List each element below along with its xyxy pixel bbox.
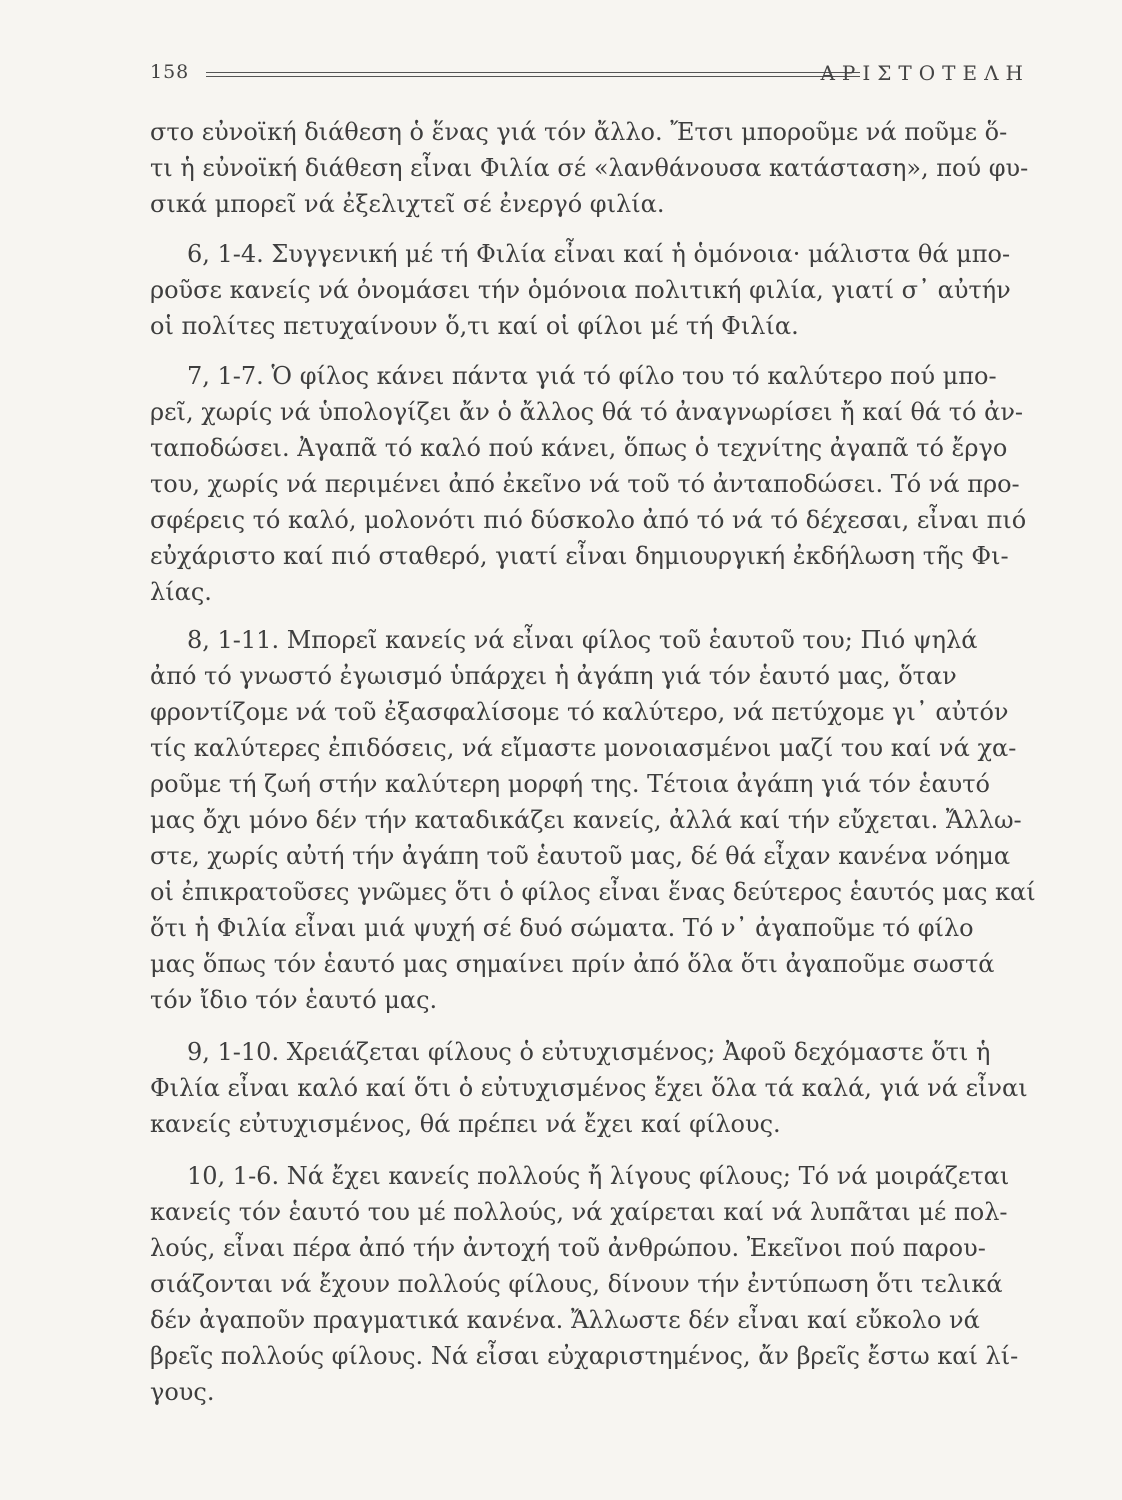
paragraph-line: ἀπό τό γνωστό ἐγωισμό ὑπάρχει ἡ ἀγάπη γιά τόν ἑαυτό μας, ὅταν: [150, 662, 957, 690]
paragraph-2: [150, 236, 1028, 344]
paragraph-line: κανείς εὐτυχισμένος, θά πρέπει νά ἔχει καί φίλους.: [150, 1110, 781, 1138]
paragraph-line: ροῦσε κανείς νά ὀνομάσει τήν ὁμόνοια πολιτική φιλία, γιατί σ᾽ αὐτήν: [150, 276, 1011, 304]
paragraph-3: [150, 358, 1028, 610]
paragraph-line: σιάζονται νά ἔχουν πολλούς φίλους, δίνουν τήν ἐντύπωση ὅτι τελικά: [150, 1270, 1003, 1298]
paragraph-line: εὐχάριστο καί πιό σταθερό, γιατί εἶναι δημιουργική ἐκδήλωση τῆς Φι-: [150, 542, 1009, 570]
paragraph-5: [150, 1034, 1028, 1142]
page-number: 158: [150, 61, 190, 83]
paragraph-line: σφέρεις τό καλό, μολονότι πιό δύσκολο ἀπό τό νά τό δέχεσαι, εἶναι πιό: [150, 506, 1027, 534]
paragraph-line: του, χωρίς νά περιμένει ἀπό ἐκεῖνο νά τοῦ τό ἀνταποδώσει. Τό νά προ-: [150, 470, 1020, 498]
paragraph-line: οἱ πολίτες πετυχαίνουν ὅ,τι καί οἱ φίλοι μέ τή Φιλία.: [150, 312, 799, 340]
paragraph-line: ταποδώσει. Ἀγαπᾶ τό καλό πού κάνει, ὅπως ὁ τεχνίτης ἀγαπᾶ τό ἔργο: [150, 434, 1008, 462]
paragraph-line: 6, 1-4. Συγγενική μέ τή Φιλία εἶναι καί ἡ ὁμόνοια· μάλιστα θά μπο-: [187, 240, 1011, 268]
header-rule: [206, 72, 860, 77]
paragraph-line: σικά μπορεῖ νά ἐξελιχτεῖ σέ ἐνεργό φιλία.: [150, 190, 665, 218]
paragraph-4: [150, 622, 1036, 1018]
paragraph-line: ροῦμε τή ζωή στήν καλύτερη μορφή της. Τέτοια ἀγάπη γιά τόν ἑαυτό: [150, 770, 990, 798]
paragraph-line: λίας.: [150, 578, 212, 606]
paragraph-line: βρεῖς πολλούς φίλους. Νά εἶσαι εὐχαριστημένος, ἄν βρεῖς ἔστω καί λί-: [150, 1342, 1019, 1370]
paragraph-line: τόν ἴδιο τόν ἑαυτό μας.: [150, 986, 438, 1014]
paragraph-line: 9, 1-10. Χρειάζεται φίλους ὁ εὐτυχισμένος; Ἀφοῦ δεχόμαστε ὅτι ἡ: [187, 1038, 991, 1066]
paragraph-line: μας ὅπως τόν ἑαυτό μας σημαίνει πρίν ἀπό ὅλα ὅτι ἀγαποῦμε σωστά: [150, 950, 995, 978]
paragraph-line: Φιλία εἶναι καλό καί ὅτι ὁ εὐτυχισμένος ἔχει ὅλα τά καλά, γιά νά εἶναι: [150, 1074, 1028, 1102]
paragraph-1: [150, 114, 1028, 222]
paragraph-gap: [150, 222, 1028, 236]
paragraph-line: φροντίζομε νά τοῦ ἐξασφαλίσομε τό καλύτερο, νά πετύχομε γι᾽ αὐτόν: [150, 698, 1009, 726]
paragraph-gap: [150, 344, 1028, 358]
page-header: [150, 58, 1030, 88]
paragraph-line: ὅτι ἡ Φιλία εἶναι μιά ψυχή σέ δυό σώματα. Τό ν᾽ ἀγαποῦμε τό φίλο: [150, 914, 974, 942]
paragraph-line: οἱ ἐπικρατοῦσες γνῶμες ὅτι ὁ φίλος εἶναι ἕνας δεύτερος ἑαυτός μας καί: [150, 878, 1036, 906]
paragraph-line: στε, χωρίς αὐτή τήν ἀγάπη τοῦ ἑαυτοῦ μας, δέ θά εἶχαν κανένα νόημα: [150, 842, 1011, 870]
paragraph-gap: [150, 1018, 1028, 1034]
paragraph-line: κανείς τόν ἑαυτό του μέ πολλούς, νά χαίρεται καί νά λυπᾶται μέ πολ-: [150, 1198, 1008, 1226]
paragraph-line: 8, 1-11. Μπορεῖ κανείς νά εἶναι φίλος τοῦ ἑαυτοῦ του; Πιό ψηλά: [187, 626, 978, 654]
paragraph-line: μας ὄχι μόνο δέν τήν καταδικάζει κανείς, ἀλλά καί τήν εὔχεται. Ἄλλω-: [150, 806, 1022, 834]
paragraph-line: λούς, εἶναι πέρα ἀπό τήν ἀντοχή τοῦ ἀνθρώπου. Ἐκεῖνοι πού παρου-: [150, 1234, 986, 1262]
paragraph-line: γους.: [150, 1378, 215, 1406]
paragraph-gap: [150, 610, 1028, 622]
running-title: ΑΡΙΣΤΟΤΕΛΗ: [820, 61, 1030, 85]
paragraph-line: τι ἡ εὐνοϊκή διάθεση εἶναι Φιλία σέ «λανθάνουσα κατάσταση», πού φυ-: [150, 154, 1029, 182]
paragraph-line: στο εὐνοϊκή διάθεση ὁ ἕνας γιά τόν ἄλλο. Ἔτσι μποροῦμε νά ποῦμε ὅ-: [150, 118, 1008, 146]
paragraph-line: 7, 1-7. Ὁ φίλος κάνει πάντα γιά τό φίλο του τό καλύτερο πού μπο-: [187, 362, 997, 390]
paragraph-line: τίς καλύτερες ἐπιδόσεις, νά εἴμαστε μονοιασμένοι μαζί του καί νά χα-: [150, 734, 1017, 762]
paragraph-6: [150, 1158, 1028, 1410]
paragraph-line: δέν ἀγαποῦν πραγματικά κανένα. Ἄλλωστε δέν εἶναι καί εὔκολο νά: [150, 1306, 980, 1334]
paragraph-line: 10, 1-6. Νά ἔχει κανείς πολλούς ἤ λίγους φίλους; Τό νά μοιράζεται: [187, 1162, 1010, 1190]
paragraph-gap: [150, 1142, 1028, 1158]
paragraph-line: ρεῖ, χωρίς νά ὑπολογίζει ἄν ὁ ἄλλος θά τό ἀναγνωρίσει ἤ καί θά τό ἀν-: [150, 398, 1024, 426]
page-body: [150, 114, 1036, 1410]
